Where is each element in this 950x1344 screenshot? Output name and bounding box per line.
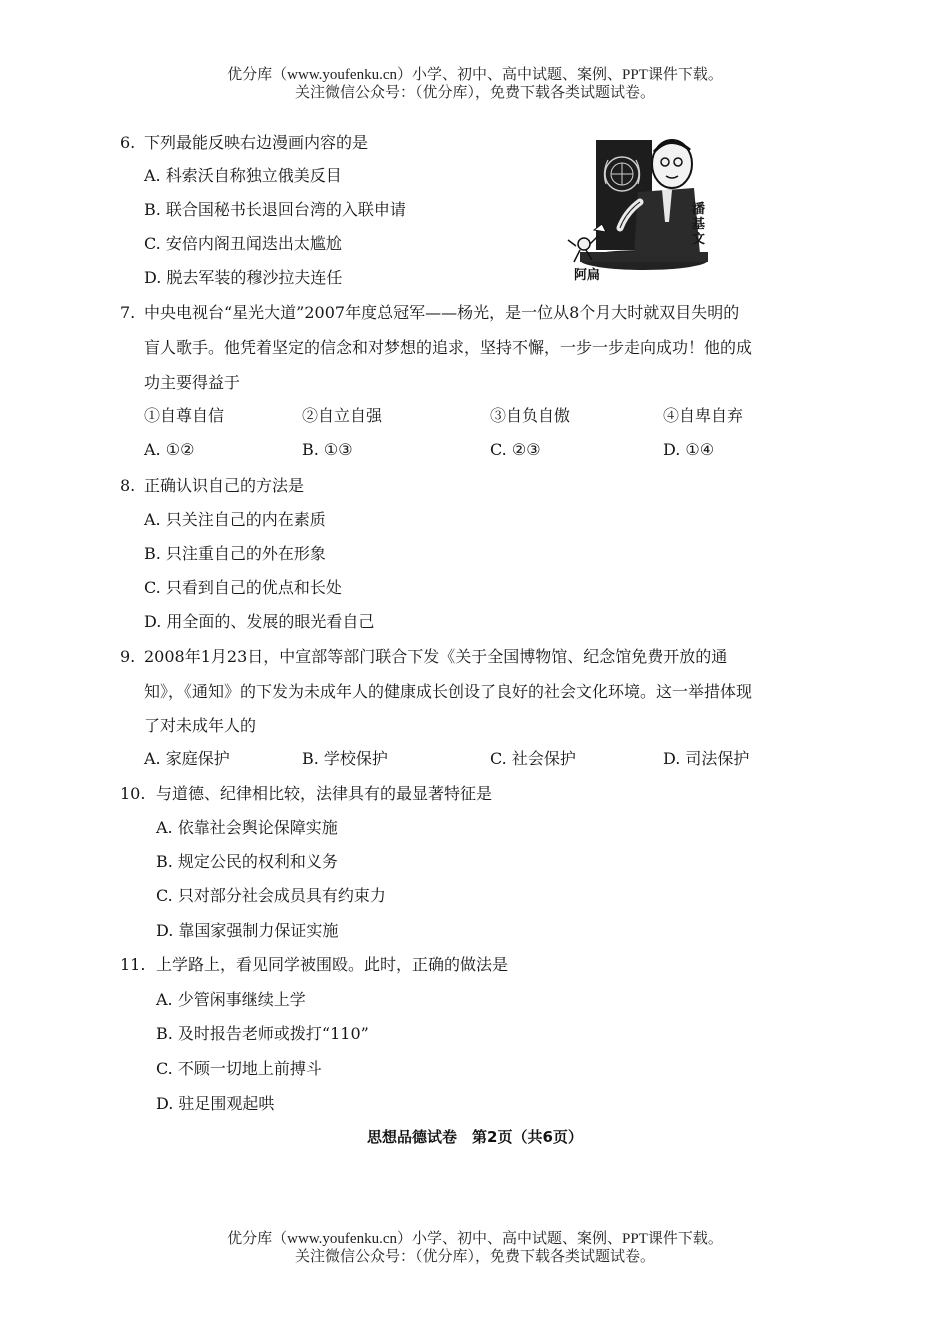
option-b: B. 规定公民的权利和义务 xyxy=(156,852,338,871)
question-stem: 下列最能反映右边漫画内容的是 xyxy=(144,133,369,152)
watermark-header xyxy=(0,66,950,102)
question-stem-line-3: 功主要得益于 xyxy=(144,373,241,392)
option-a: A. 只关注自己的内在素质 xyxy=(144,510,326,529)
option-c: C. ②③ xyxy=(490,440,541,459)
cartoon-image xyxy=(566,132,712,288)
watermark-line-2: 关注微信公众号：（优分库），免费下载各类试题试卷。 xyxy=(294,85,655,101)
option-d: D. 用全面的、发展的眼光看自己 xyxy=(144,612,375,631)
watermark-line-1: 优分库（www.youfenku.cn）小学、初中、高中试题、案例、PPT课件下载。 xyxy=(227,67,723,83)
question-stem: 与道德、纪律相比较，法律具有的最显著特征是 xyxy=(156,784,493,803)
watermark-footer xyxy=(0,1230,950,1266)
statement-1: ①自尊自信 xyxy=(144,406,225,425)
cartoon-drawing xyxy=(566,132,712,288)
question-stem-line-2: 盲人歌手。他凭着坚定的信念和对梦想的追求，坚持不懈，一步一步走向成功！他的成 xyxy=(144,338,753,357)
cartoon-label-left: 阿扁 xyxy=(574,268,601,283)
option-c: C. 安倍内阁丑闻迭出太尴尬 xyxy=(144,234,342,253)
option-b: B. 学校保护 xyxy=(302,749,388,768)
option-b: B. 联合国秘书长退回台湾的入联申请 xyxy=(144,200,406,219)
option-c: C. 社会保护 xyxy=(490,749,576,768)
watermark-line-2: 关注微信公众号：（优分库），免费下载各类试题试卷。 xyxy=(294,1249,655,1265)
question-stem: 上学路上，看见同学被围殴。此时，正确的做法是 xyxy=(156,955,509,974)
statement-2: ②自立自强 xyxy=(302,406,383,425)
question-number: 9. xyxy=(120,647,136,666)
question-stem-line-1: 中央电视台“星光大道”2007年度总冠军——杨光，是一位从8个月大时就双目失明的 xyxy=(144,303,740,322)
option-a: A. 依靠社会舆论保障实施 xyxy=(156,818,338,837)
cartoon-label-right: 潘基文 xyxy=(692,202,706,247)
option-d: D. 司法保护 xyxy=(663,749,750,768)
option-a: A. 少管闲事继续上学 xyxy=(156,990,306,1009)
question-stem-line-1: 2008年1月23日，中宣部等部门联合下发《关于全国博物馆、纪念馆免费开放的通 xyxy=(144,647,728,666)
question-number: 6. xyxy=(120,133,136,152)
question-number: 10. xyxy=(120,784,146,803)
question-stem-line-3: 了对未成年人的 xyxy=(144,716,257,735)
option-a: A. ①② xyxy=(144,440,195,459)
question-number: 7. xyxy=(120,303,136,322)
option-d: D. 驻足围观起哄 xyxy=(156,1094,275,1113)
question-number: 11. xyxy=(120,955,146,974)
option-c: C. 只看到自己的优点和长处 xyxy=(144,578,342,597)
option-d: D. 脱去军装的穆沙拉夫连任 xyxy=(144,268,343,287)
question-number: 8. xyxy=(120,476,136,495)
statement-3: ③自负自傲 xyxy=(490,406,571,425)
page-footer: 思想品德试卷 第2页（共6页） xyxy=(367,1128,583,1146)
option-b: B. 及时报告老师或拨打“110” xyxy=(156,1024,369,1043)
watermark-line-1: 优分库（www.youfenku.cn）小学、初中、高中试题、案例、PPT课件下载。 xyxy=(227,1231,723,1247)
option-c: C. 不顾一切地上前搏斗 xyxy=(156,1059,322,1078)
option-a: A. 科索沃自称独立俄美反目 xyxy=(144,166,342,185)
option-b: B. 只注重自己的外在形象 xyxy=(144,544,326,563)
question-stem: 正确认识自己的方法是 xyxy=(144,476,305,495)
option-c: C. 只对部分社会成员具有约束力 xyxy=(156,886,386,905)
option-d: D. 靠国家强制力保证实施 xyxy=(156,921,339,940)
option-a: A. 家庭保护 xyxy=(144,749,230,768)
question-stem-line-2: 知》，《通知》的下发为未成年人的健康成长创设了良好的社会文化环境。这一举措体现 xyxy=(144,682,753,701)
statement-4: ④自卑自弃 xyxy=(663,406,744,425)
option-b: B. ①③ xyxy=(302,440,353,459)
option-d: D. ①④ xyxy=(663,440,715,459)
